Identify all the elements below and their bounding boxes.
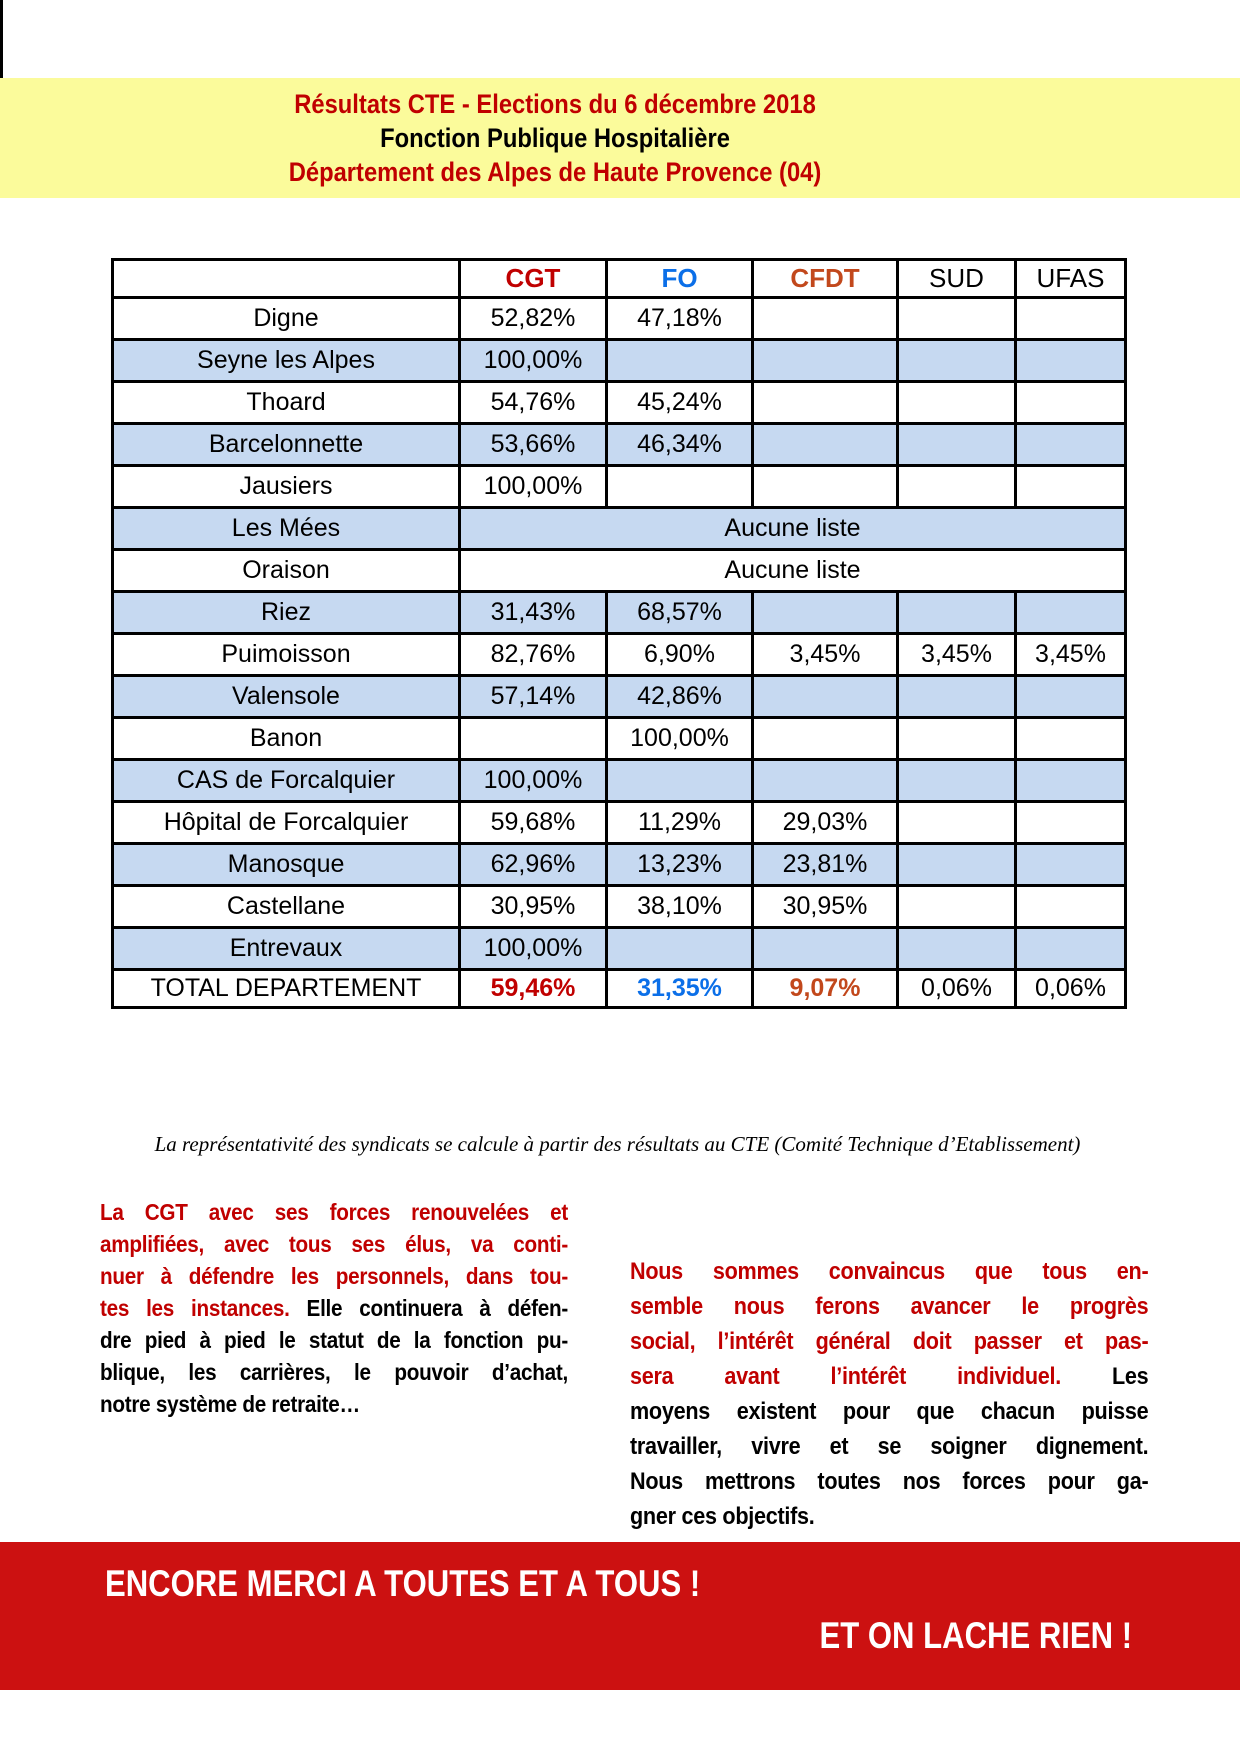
value-cell: 29,03% (753, 802, 898, 844)
paragraph-segment: dre pied à pied le statut de la fonction pu- (100, 1327, 568, 1353)
paragraph-segment: gner ces objectifs. (630, 1503, 815, 1530)
paragraph-line (100, 1260, 568, 1292)
paragraph-segment: sera avant l’intérêt individuel. (630, 1363, 1061, 1390)
paragraph-segment: tes les instances. (100, 1295, 290, 1321)
aucune-liste-cell: Aucune liste (460, 508, 1126, 550)
paragraph-segment: La CGT avec ses forces renouvelées et (100, 1199, 568, 1225)
masthead-title-block (67, 87, 1044, 189)
value-cell (753, 466, 898, 508)
paragraph-segment: travailler, vivre et se soigner dignement. (630, 1433, 1149, 1460)
paragraph-segment: semble nous ferons avancer le progrès (630, 1293, 1149, 1320)
paragraph-segment: Les (1060, 1363, 1149, 1390)
paragraph-segment: social, l’intérêt général doit passer et pas- (630, 1328, 1149, 1355)
table-row (113, 760, 1126, 802)
paragraph-line (100, 1228, 568, 1260)
row-label-cell: CAS de Forcalquier (113, 760, 460, 802)
paragraph-line (630, 1289, 1148, 1324)
table-row (113, 928, 1126, 970)
value-cell: 30,95% (753, 886, 898, 928)
value-cell: 52,82% (460, 298, 607, 340)
value-cell (753, 382, 898, 424)
paragraph-line (630, 1254, 1148, 1289)
value-cell (753, 676, 898, 718)
results-table-wrap (111, 258, 1127, 1009)
value-cell (1016, 676, 1126, 718)
row-label-cell: Castellane (113, 886, 460, 928)
table-row (113, 550, 1126, 592)
masthead-title-line-3: Département des Alpes de Haute Provence (04) (288, 157, 822, 187)
table-row (113, 802, 1126, 844)
value-cell: 47,18% (607, 298, 753, 340)
paragraph-segment: Nous sommes convaincus que tous en- (630, 1258, 1149, 1285)
paragraph-segment: amplifiées, avec tous ses élus, va conti- (100, 1231, 568, 1257)
value-cell (753, 928, 898, 970)
row-label-cell: Jausiers (113, 466, 460, 508)
paragraph-line (100, 1324, 568, 1356)
total-row (113, 970, 1126, 1008)
column-header-cgt: CGT (460, 260, 607, 298)
table-row (113, 844, 1126, 886)
value-cell (898, 592, 1016, 634)
total-label-cell: TOTAL DEPARTEMENT (113, 970, 460, 1008)
value-cell: 31,43% (460, 592, 607, 634)
paragraph-segment: notre système de retraite… (100, 1391, 360, 1417)
table-row (113, 718, 1126, 760)
table-caption: La représentativité des syndicats se calcule à partir des résultats au CTE (Comité Technique d’Etablissement) (154, 1132, 1081, 1156)
value-cell: 100,00% (607, 718, 753, 760)
value-cell (1016, 886, 1126, 928)
table-row (113, 340, 1126, 382)
value-cell (753, 718, 898, 760)
table-row (113, 424, 1126, 466)
value-cell (1016, 466, 1126, 508)
value-cell (898, 928, 1016, 970)
value-cell: 30,95% (460, 886, 607, 928)
value-cell: 11,29% (607, 802, 753, 844)
value-cell (1016, 340, 1126, 382)
table-row (113, 634, 1126, 676)
row-label-cell: Digne (113, 298, 460, 340)
paragraph-line (630, 1394, 1148, 1429)
scan-edge-line (0, 0, 3, 78)
paragraph-line (630, 1324, 1148, 1359)
value-cell (1016, 802, 1126, 844)
value-cell (753, 592, 898, 634)
value-cell (898, 886, 1016, 928)
paragraph-line (100, 1356, 568, 1388)
paragraph-line (630, 1359, 1148, 1394)
value-cell: 3,45% (898, 634, 1016, 676)
table-header-row (113, 260, 1126, 298)
table-row (113, 466, 1126, 508)
value-cell (1016, 718, 1126, 760)
row-label-cell: Entrevaux (113, 928, 460, 970)
value-cell: 46,34% (607, 424, 753, 466)
results-table (111, 258, 1127, 1009)
paragraph-left (100, 1196, 568, 1420)
header-ghost-cell (113, 260, 460, 298)
row-label-cell: Oraison (113, 550, 460, 592)
table-row (113, 592, 1126, 634)
table-row (113, 382, 1126, 424)
value-cell: 82,76% (460, 634, 607, 676)
table-row (113, 886, 1126, 928)
row-label-cell: Les Mées (113, 508, 460, 550)
value-cell (898, 424, 1016, 466)
value-cell (1016, 424, 1126, 466)
column-header-sud: SUD (898, 260, 1016, 298)
paragraph-segment: nuer à défendre les personnels, dans tou- (100, 1263, 568, 1289)
paragraph-line (630, 1429, 1148, 1464)
masthead-title-line-1: Résultats CTE - Elections du 6 décembre 2018 (294, 89, 816, 119)
paragraph-right (630, 1254, 1148, 1534)
value-cell (898, 718, 1016, 760)
row-label-cell: Valensole (113, 676, 460, 718)
value-cell (753, 298, 898, 340)
value-cell (1016, 592, 1126, 634)
value-cell: 62,96% (460, 844, 607, 886)
value-cell (1016, 844, 1126, 886)
value-cell (898, 298, 1016, 340)
aucune-liste-cell: Aucune liste (460, 550, 1126, 592)
value-cell: 59,68% (460, 802, 607, 844)
column-header-cfdt: CFDT (753, 260, 898, 298)
table-row (113, 676, 1126, 718)
paragraph-segment: Elle continuera à défen- (289, 1295, 569, 1321)
column-header-fo: FO (607, 260, 753, 298)
value-cell: 42,86% (607, 676, 753, 718)
row-label-cell: Manosque (113, 844, 460, 886)
value-cell: 38,10% (607, 886, 753, 928)
value-cell: 3,45% (1016, 634, 1126, 676)
value-cell (460, 718, 607, 760)
masthead-title-line-2: Fonction Publique Hospitalière (380, 123, 730, 153)
paragraph-line (100, 1388, 568, 1420)
value-cell (898, 802, 1016, 844)
value-cell (607, 466, 753, 508)
value-cell (898, 340, 1016, 382)
value-cell (607, 760, 753, 802)
value-cell (753, 340, 898, 382)
value-cell: 100,00% (460, 466, 607, 508)
value-cell (607, 340, 753, 382)
value-cell: 100,00% (460, 760, 607, 802)
value-cell (753, 424, 898, 466)
value-cell: 45,24% (607, 382, 753, 424)
paragraph-segment: moyens existent pour que chacun puisse (630, 1398, 1149, 1425)
value-cell (1016, 928, 1126, 970)
value-cell (898, 676, 1016, 718)
row-label-cell: Barcelonnette (113, 424, 460, 466)
total-value-cell: 0,06% (1016, 970, 1126, 1008)
value-cell: 6,90% (607, 634, 753, 676)
value-cell: 68,57% (607, 592, 753, 634)
masthead (0, 78, 1240, 198)
banner-line-1: ENCORE MERCI A TOUTES ET A TOUS ! (105, 1563, 701, 1604)
value-cell: 57,14% (460, 676, 607, 718)
row-label-cell: Hôpital de Forcalquier (113, 802, 460, 844)
value-cell (607, 928, 753, 970)
total-value-cell: 59,46% (460, 970, 607, 1008)
paragraph-line (630, 1464, 1148, 1499)
row-label-cell: Seyne les Alpes (113, 340, 460, 382)
paragraph-line (630, 1499, 1148, 1534)
row-label-cell: Puimoisson (113, 634, 460, 676)
row-label-cell: Thoard (113, 382, 460, 424)
paragraph-segment: Nous mettrons toutes nos forces pour ga- (630, 1468, 1149, 1495)
value-cell (1016, 382, 1126, 424)
value-cell (898, 382, 1016, 424)
value-cell: 100,00% (460, 928, 607, 970)
value-cell (898, 466, 1016, 508)
total-value-cell: 0,06% (898, 970, 1016, 1008)
bottom-banner (0, 1542, 1240, 1690)
paragraph-line (100, 1292, 568, 1324)
value-cell: 100,00% (460, 340, 607, 382)
table-row (113, 298, 1126, 340)
banner-line-2: ET ON LACHE RIEN ! (819, 1615, 1132, 1656)
paragraph-segment: blique, les carrières, le pouvoir d’achat, (100, 1359, 568, 1385)
paragraph-line (100, 1196, 568, 1228)
value-cell: 54,76% (460, 382, 607, 424)
table-body (113, 298, 1126, 1008)
row-label-cell: Riez (113, 592, 460, 634)
row-label-cell: Banon (113, 718, 460, 760)
value-cell: 53,66% (460, 424, 607, 466)
total-value-cell: 31,35% (607, 970, 753, 1008)
value-cell (1016, 760, 1126, 802)
value-cell (753, 760, 898, 802)
table-row (113, 508, 1126, 550)
column-header-ufas: UFAS (1016, 260, 1126, 298)
total-value-cell: 9,07% (753, 970, 898, 1008)
value-cell (898, 760, 1016, 802)
value-cell (898, 844, 1016, 886)
value-cell (1016, 298, 1126, 340)
value-cell: 23,81% (753, 844, 898, 886)
value-cell: 3,45% (753, 634, 898, 676)
value-cell: 13,23% (607, 844, 753, 886)
